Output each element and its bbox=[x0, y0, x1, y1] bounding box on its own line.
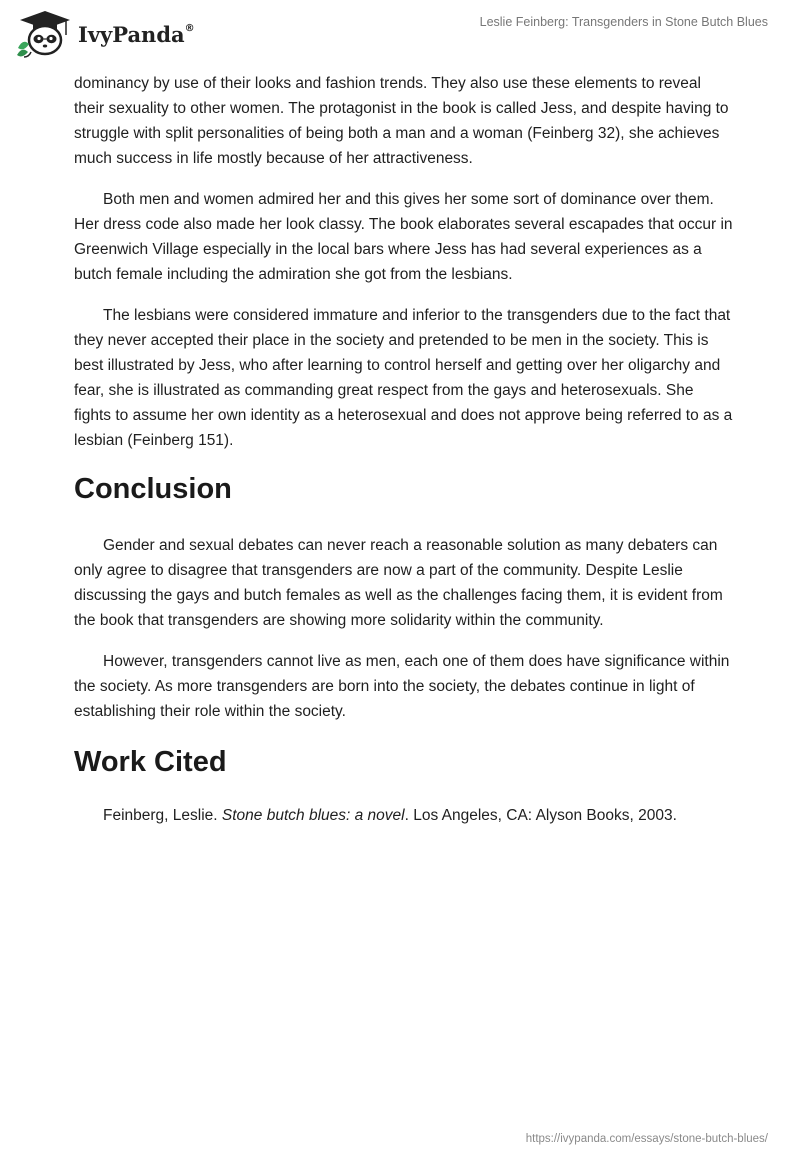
source-url[interactable]: https://ivypanda.com/essays/stone-butch-blues/ bbox=[525, 1133, 768, 1145]
body-paragraph: The lesbians were considered immature and inferior to the transgenders due to the fact that they never accepted their place in the society and pretended to be men in the society. This is best illustrated by Jess, who after learning to control herself and getting over her oligarchy and fear, she is illustrated as commanding great respect from the gays and heterosexuals. She fights to assume her own identity as a heterosexual and does not approve being referred to as a lesbian (Feinberg 151). bbox=[74, 307, 733, 449]
panda-graduate-icon bbox=[14, 8, 76, 58]
conclusion-paragraph: However, transgenders cannot live as men, each one of them does have significance within the society. As more transgenders are born into the society, the debates continue in light of establishing their role within the society. bbox=[74, 653, 730, 720]
document-title: Leslie Feinberg: Transgenders in Stone Butch Blues bbox=[479, 15, 768, 29]
conclusion-heading: Conclusion bbox=[74, 473, 232, 505]
citation-title: Stone butch blues: a novel bbox=[221, 807, 405, 824]
citation-entry bbox=[74, 803, 734, 828]
work-cited-heading: Work Cited bbox=[74, 746, 227, 778]
ivypanda-logo[interactable] bbox=[14, 8, 195, 58]
page-header bbox=[0, 0, 800, 70]
brand-name: IvyPanda® bbox=[78, 21, 195, 47]
conclusion-paragraph: Gender and sexual debates can never reach a reasonable solution as many debaters can only agree to disagree that transgenders are now a part of the community. Despite Leslie discussing the gays and butch females as well as the challenges facing them, it is evident from the book that transgenders are showing more solidarity within the community. bbox=[74, 537, 723, 629]
body-paragraph: Both men and women admired her and this gives her some sort of dominance over them. Her dress code also made her look classy. The book elaborates several escapades that occur in Greenwich Village especially in the local bars where Jess has had several experiences as a butch female including the admiration she got from the lesbians. bbox=[74, 191, 733, 283]
body-paragraph: dominancy by use of their looks and fashion trends. They also use these elements to reveal their sexuality to other women. The protagonist in the book is called Jess, and despite having to struggle with split personalities of being both a man and a woman (Feinberg 32), she achieves much success in life mostly because of her attractiveness. bbox=[74, 75, 729, 167]
essay-body bbox=[74, 71, 734, 844]
citation-publisher: . Los Angeles, CA: Alyson Books, 2003. bbox=[404, 807, 677, 824]
citation-author: Feinberg, Leslie. bbox=[103, 807, 222, 824]
